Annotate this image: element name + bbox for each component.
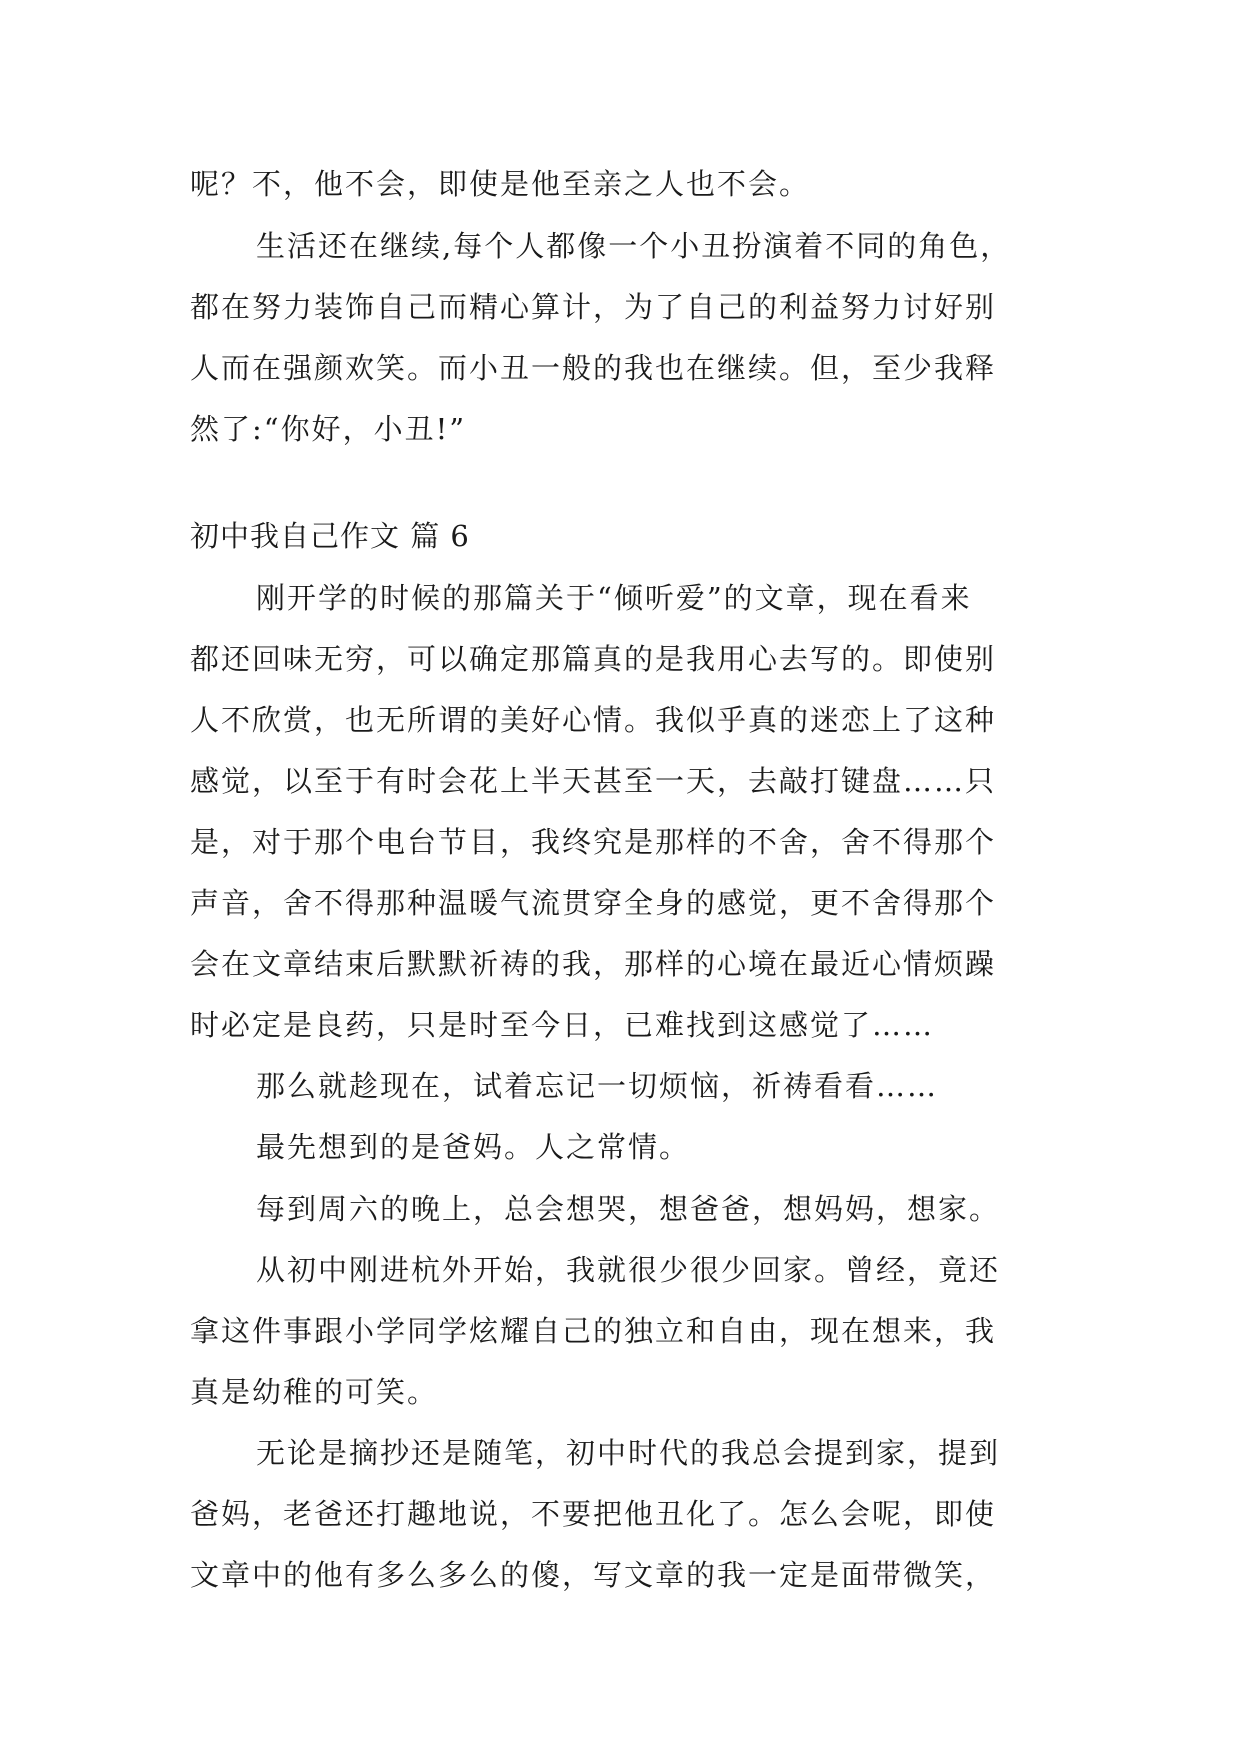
text-line: 爸妈，老爸还打趣地说，不要把他丑化了。怎么会呢，即使: [190, 1497, 997, 1531]
text-line: 声音，舍不得那种温暖气流贯穿全身的感觉，更不舍得那个: [190, 886, 997, 920]
text-line: 那么就趁现在，试着忘记一切烦恼，祈祷看看……: [256, 1069, 939, 1103]
text-line: 感觉，以至于有时会花上半天甚至一天，去敲打键盘……只: [190, 764, 997, 798]
text-line: 生活还在继续,每个人都像一个小丑扮演着不同的角色，: [256, 229, 1012, 263]
text-line: 然了:“你好，小丑!”: [190, 412, 467, 446]
text-line: 人而在强颜欢笑。而小丑一般的我也在继续。但，至少我释: [190, 351, 997, 385]
text-line: 每到周六的晚上，总会想哭，想爸爸，想妈妈，想家。: [256, 1192, 1001, 1226]
text-line: 是，对于那个电台节目，我终究是那样的不舍，舍不得那个: [190, 825, 997, 859]
text-line: 都在努力装饰自己而精心算计，为了自己的利益努力讨好别: [190, 290, 997, 324]
section-heading: 初中我自己作文 篇 6: [190, 519, 470, 553]
text-line: 无论是摘抄还是随笔，初中时代的我总会提到家，提到: [256, 1436, 1001, 1470]
text-line: 都还回味无穷，可以确定那篇真的是我用心去写的。即使别: [190, 642, 997, 676]
text-line: 人不欣赏，也无所谓的美好心情。我似乎真的迷恋上了这种: [190, 703, 997, 737]
text-line: 时必定是良药，只是时至今日，已难找到这感觉了……: [190, 1008, 935, 1042]
text-line: 文章中的他有多么多么的傻，写文章的我一定是面带微笑，: [190, 1558, 997, 1592]
text-line: 最先想到的是爸妈。人之常情。: [256, 1130, 691, 1164]
text-line: 呢？不，他不会，即使是他至亲之人也不会。: [190, 167, 811, 201]
text-line: 会在文章结束后默默祈祷的我，那样的心境在最近心情烦躁: [190, 947, 997, 981]
text-line: 真是幼稚的可笑。: [190, 1375, 439, 1409]
text-line: 拿这件事跟小学同学炫耀自己的独立和自由，现在想来，我: [190, 1314, 997, 1348]
text-line: 从初中刚进杭外开始，我就很少很少回家。曾经，竟还: [256, 1253, 1001, 1287]
text-line: 刚开学的时候的那篇关于“倾听爱”的文章，现在看来: [256, 581, 972, 615]
